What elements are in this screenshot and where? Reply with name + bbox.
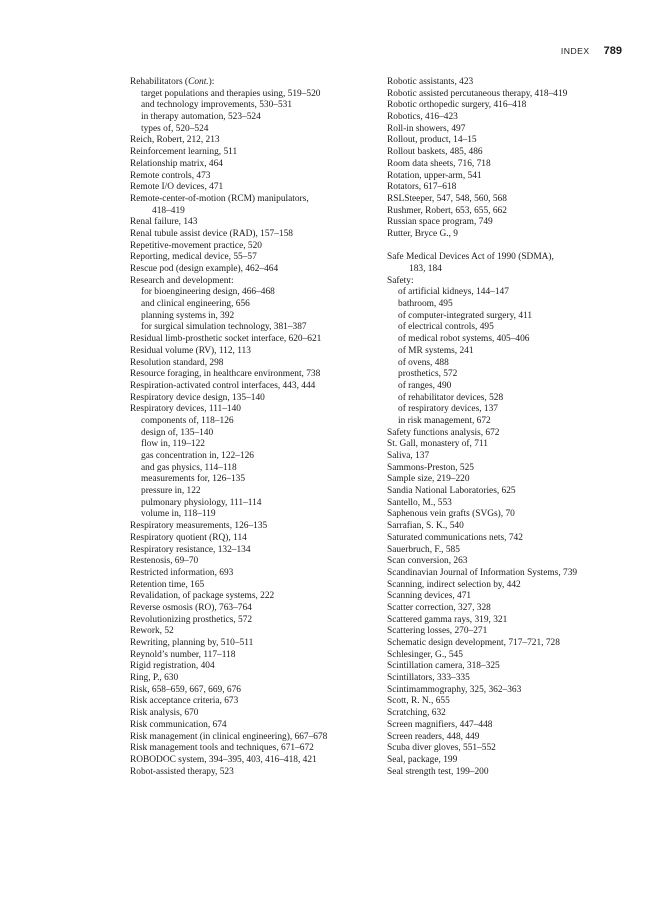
index-entry: Seal strength test, 199–200 (387, 766, 489, 777)
index-entry: Reynold’s number, 117–118 (130, 649, 236, 660)
index-entry: Santello, M., 553 (387, 497, 452, 508)
index-entry: Revalidation, of package systems, 222 (130, 591, 275, 602)
index-subentry: in therapy automation, 523–524 (141, 112, 261, 123)
index-entry: Research and development: (130, 275, 234, 286)
index-column-right (387, 77, 637, 778)
index-subentry: of respiratory devices, 137 (398, 404, 498, 415)
index-entry: Scattering losses, 270–271 (387, 626, 488, 637)
index-entry: Rushmer, Robert, 653, 655, 662 (387, 205, 507, 216)
index-entry-part: ): (208, 77, 215, 87)
index-entry: Scratching, 632 (387, 708, 446, 719)
index-subentry: of computer-integrated surgery, 411 (398, 310, 533, 321)
index-entry: Remote controls, 473 (130, 170, 211, 181)
index-entry: Residual volume (RV), 112, 113 (130, 345, 251, 356)
index-entry: Robotics, 416–423 (387, 112, 458, 123)
index-subentry: 418–419 (152, 205, 185, 216)
index-entry: Remote I/O devices, 471 (130, 182, 224, 193)
index-entry: Risk analysis, 670 (130, 708, 199, 719)
index-entry: Scan conversion, 263 (387, 556, 468, 567)
index-subentry: and gas physics, 114–118 (141, 462, 237, 473)
index-entry: Reporting, medical device, 55–57 (130, 252, 257, 263)
index-entry: Residual limb-prosthetic socket interface, 620–621 (130, 334, 322, 345)
index-entry: Respiratory quotient (RQ), 114 (130, 532, 247, 543)
index-entry: Reinforcement learning, 511 (130, 147, 238, 158)
index-entry: Scattered gamma rays, 319, 321 (387, 614, 508, 625)
index-entry: Rewriting, planning by, 510–511 (130, 638, 254, 648)
index-entry (130, 77, 378, 89)
index-entry: Respiratory devices, 111–140 (130, 404, 241, 415)
index-entry: Renal failure, 143 (130, 217, 198, 228)
index-entry: Robot-assisted therapy, 523 (130, 766, 234, 777)
index-subentry: prosthetics, 572 (398, 369, 458, 380)
index-entry: Schematic design development, 717–721, 728 (387, 638, 560, 648)
index-entry: Sammons-Preston, 525 (387, 462, 474, 473)
index-entry: Scott, R. N., 655 (387, 696, 450, 707)
index-entry: RSLSteeper, 547, 548, 560, 568 (387, 193, 507, 204)
index-entry: Roll-in showers, 497 (387, 123, 466, 134)
index-entry: Sandia National Laboratories, 625 (387, 486, 516, 497)
index-entry: Safety: (387, 275, 414, 286)
index-entry: Restenosis, 69–70 (130, 556, 199, 567)
index-entry: Relationship matrix, 464 (130, 158, 223, 169)
index-entry: Risk management tools and techniques, 671–672 (130, 743, 314, 754)
index-entry: Screen readers, 448, 449 (387, 731, 480, 742)
index-subentry: of MR systems, 241 (398, 345, 474, 356)
index-entry: Rutter, Bryce G., 9 (387, 228, 458, 239)
index-subentry: flow in, 119–122 (141, 439, 205, 450)
running-head-label: INDEX (560, 46, 590, 56)
index-entry: Scintimammography, 325, 362–363 (387, 684, 522, 695)
index-entry: Seal, package, 199 (387, 754, 458, 765)
index-entry: Russian space program, 749 (387, 217, 493, 228)
index-subentry: design of, 135–140 (141, 427, 214, 438)
index-subentry: bathroom, 495 (398, 299, 453, 310)
index-entry: Rescue pod (design example), 462–464 (130, 264, 279, 274)
index-subentry: for bioengineering design, 466–468 (141, 287, 275, 298)
index-entry: Robotic assisted percutaneous therapy, 418–419 (387, 88, 568, 99)
index-subentry: types of, 520–524 (141, 123, 209, 134)
index-entry: Risk management (in clinical engineering), 667–678 (130, 731, 328, 742)
index-entry: Rotation, upper-arm, 541 (387, 170, 482, 181)
index-subentry: for surgical simulation technology, 381–387 (141, 322, 307, 333)
index-subentry: components of, 118–126 (141, 415, 234, 426)
index-entry: Scandinavian Journal of Information Systems, 739 (387, 567, 578, 578)
index-entry: ROBODOC system, 394–395, 403, 416–418, 421 (130, 754, 317, 765)
index-entry: Rigid registration, 404 (130, 661, 215, 672)
index-subentry: of ranges, 490 (398, 380, 452, 391)
section-gap (387, 241, 637, 253)
index-entry: Risk, 658–659, 667, 669, 676 (130, 684, 241, 695)
index-subentry: volume in, 118–119 (141, 509, 216, 520)
index-entry: Ring, P., 630 (130, 673, 179, 684)
index-entry: Schlesinger, G., 545 (387, 649, 463, 660)
index-entry: Scuba diver gloves, 551–552 (387, 743, 496, 754)
index-subentry: pulmonary physiology, 111–114 (141, 497, 262, 508)
index-entry: Rework, 52 (130, 626, 174, 637)
index-entry: Scintillation camera, 318–325 (387, 661, 500, 672)
page-number: 789 (603, 45, 622, 57)
index-column-left (130, 77, 378, 778)
index-entry: Rollout baskets, 485, 486 (387, 147, 483, 158)
index-subentry: pressure in, 122 (141, 486, 201, 497)
index-entry: Robotic orthopedic surgery, 416–418 (387, 100, 527, 111)
index-entry: Respiration-activated control interfaces, 443, 444 (130, 380, 316, 391)
index-subentry: of electrical controls, 495 (398, 322, 494, 333)
index-entry: Scanning devices, 471 (387, 591, 472, 602)
index-subentry: of artificial kidneys, 144–147 (398, 287, 509, 298)
index-entry: Renal tubule assist device (RAD), 157–158 (130, 228, 293, 239)
index-entry: Reverse osmosis (RO), 763–764 (130, 602, 252, 613)
index-entry: Safety functions analysis, 672 (387, 427, 500, 438)
index-entry: Scintillators, 333–335 (387, 673, 470, 684)
index-entry: Respiratory device design, 135–140 (130, 392, 265, 403)
index-entry-part: Cont. (188, 77, 209, 87)
index-entry: Robotic assistants, 423 (387, 77, 474, 87)
index-subentry: of ovens, 488 (398, 357, 449, 368)
index-entry: Rotators, 617–618 (387, 182, 457, 193)
index-entry: Reich, Robert, 212, 213 (130, 135, 220, 146)
index-entry: Resource foraging, in healthcare environment, 738 (130, 369, 321, 380)
running-head (561, 45, 622, 57)
index-subentry: and technology improvements, 530–531 (141, 100, 293, 111)
index-entry: Resolution standard, 298 (130, 357, 224, 368)
index-subentry: in risk management, 672 (398, 415, 491, 426)
index-entry: Room data sheets, 716, 718 (387, 158, 491, 169)
index-entry: Saliva, 137 (387, 451, 430, 461)
index-subentry: of rehabilitator devices, 528 (398, 392, 504, 403)
index-subentry: of medical robot systems, 405–406 (398, 334, 530, 345)
index-entry: Sample size, 219–220 (387, 474, 470, 485)
index-entry: Risk acceptance criteria, 673 (130, 696, 239, 707)
index-subentry: and clinical engineering, 656 (141, 299, 250, 310)
index-entry: Safe Medical Devices Act of 1990 (SDMA), (387, 252, 554, 263)
index-subentry: planning systems in, 392 (141, 310, 235, 321)
index-entry: Risk communication, 674 (130, 719, 227, 730)
index-entry: St. Gall, monastery of, 711 (387, 439, 488, 450)
index-subentry: target populations and therapies using, 519–520 (141, 88, 321, 99)
index-entry: Screen magnifiers, 447–448 (387, 719, 493, 730)
index-entry: Scanning, indirect selection by, 442 (387, 579, 521, 590)
index-entry: Sarrafian, S. K., 540 (387, 521, 464, 532)
index-entry: Repetitive-movement practice, 520 (130, 240, 262, 251)
index-entry: Respiratory resistance, 132–134 (130, 544, 251, 555)
index-entry: Saturated communications nets, 742 (387, 532, 523, 543)
index-entry: Scatter correction, 327, 328 (387, 602, 491, 613)
index-entry: Saphenous vein grafts (SVGs), 70 (387, 509, 515, 520)
index-entry: Retention time, 165 (130, 579, 205, 590)
index-entry: Rollout, product, 14–15 (387, 135, 477, 146)
index-entry: Revolutionizing prosthetics, 572 (130, 614, 253, 625)
index-entry: Restricted information, 693 (130, 567, 234, 578)
index-subentry: gas concentration in, 122–126 (141, 451, 254, 461)
index-entry: Respiratory measurements, 126–135 (130, 521, 268, 532)
index-subentry: measurements for, 126–135 (141, 474, 246, 485)
index-entry: Remote-center-of-motion (RCM) manipulators, (130, 193, 309, 204)
index-subentry: 183, 184 (409, 264, 442, 274)
index-entry: Sauerbruch, F., 585 (387, 544, 460, 555)
index-entry-part: Rehabilitators ( (130, 77, 189, 87)
